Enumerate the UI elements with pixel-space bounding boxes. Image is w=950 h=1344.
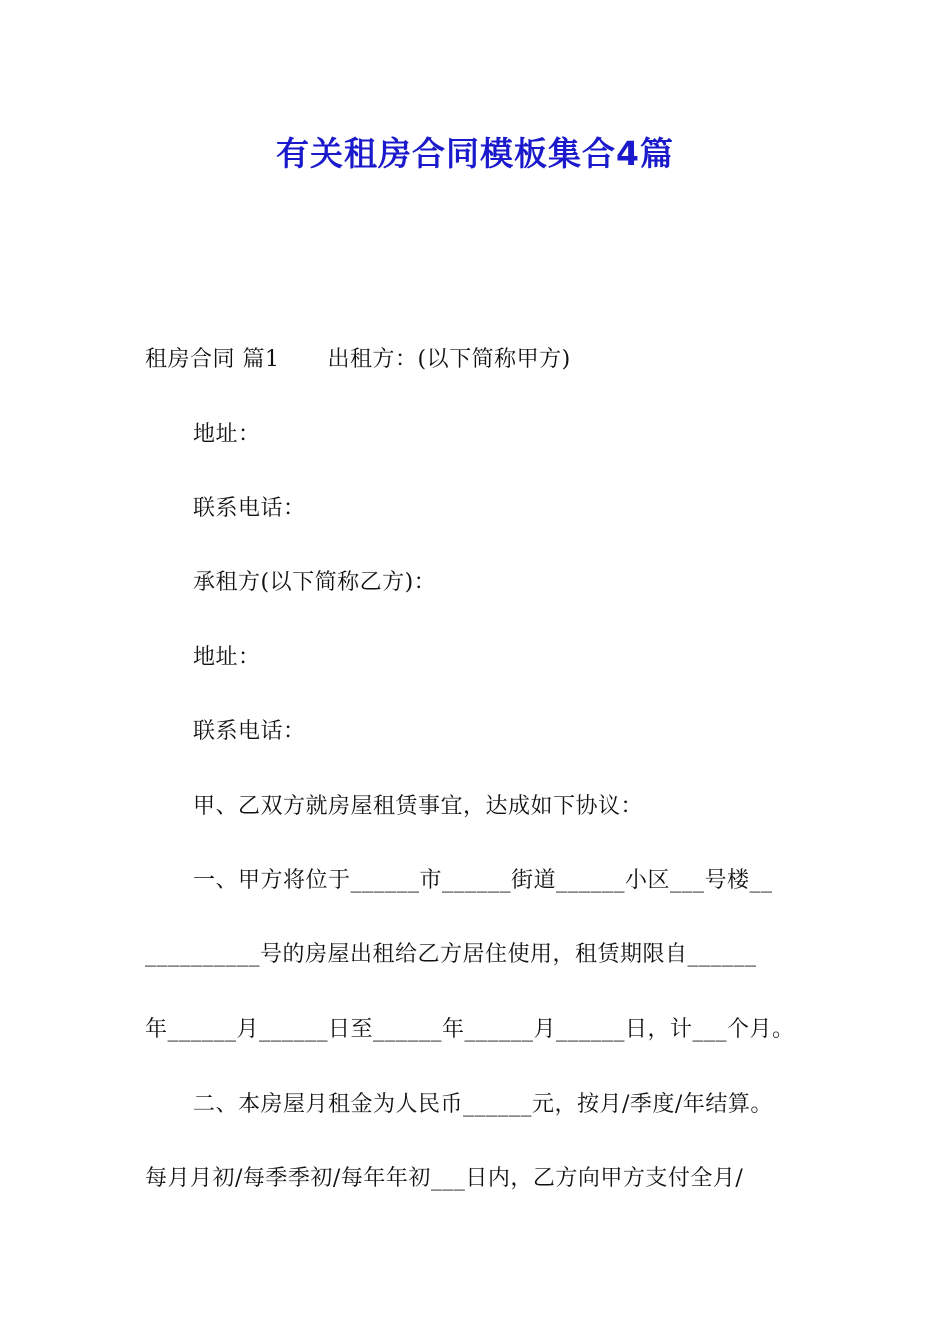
contract-section-label: 租房合同 篇1 xyxy=(145,347,280,372)
lessor-address-line: 地址： xyxy=(193,422,261,447)
clause-two-line-2: 每月月初/每季季初/每年年初___日内，乙方向甲方支付全月/ xyxy=(145,1166,744,1191)
lessor-label: 出租方：(以下简称甲方) xyxy=(327,347,571,372)
contract-heading-line xyxy=(145,345,835,375)
lessee-phone-line: 联系电话： xyxy=(193,719,306,744)
lessor-phone-line: 联系电话： xyxy=(193,496,306,521)
clause-one-line-2: __________号的房屋出租给乙方居住使用，租赁期限自______ xyxy=(145,942,757,967)
clause-two-line-1: 二、本房屋月租金为人民币______元，按月/季度/年结算。 xyxy=(193,1092,773,1117)
clause-one-line-3: 年______月______日至______年______月______日，计___个月。 xyxy=(145,1017,795,1042)
clause-one-line-1: 一、甲方将位于______市______街道______小区___号楼__ xyxy=(193,868,773,893)
agreement-intro-line: 甲、乙双方就房屋租赁事宜，达成如下协议： xyxy=(193,794,644,819)
lessee-label-line: 承租方(以下简称乙方)： xyxy=(193,570,437,595)
lessee-address-line: 地址： xyxy=(193,645,261,670)
document-title: 有关租房合同模板集合4篇 xyxy=(276,134,674,173)
